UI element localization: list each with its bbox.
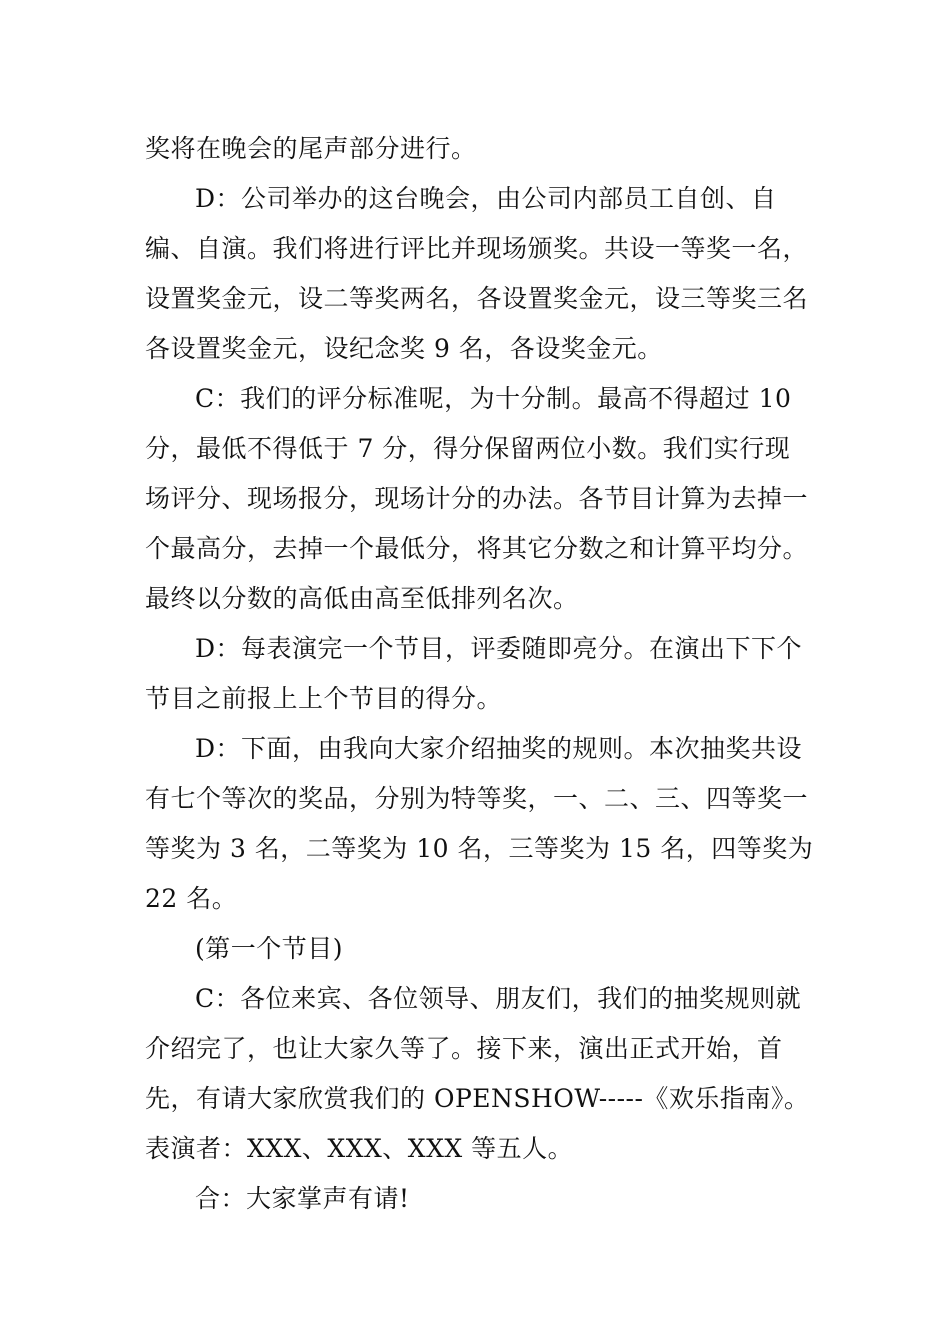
paragraph-applause: 合：大家掌声有请! <box>195 1184 410 1213</box>
paragraph-scoring: C：我们的评分标准呢，为十分制。最高不得超过 10 分，最低不得低于 7 分，得分保留两位小数。我们实行现场评分、现场报分，现场计分的办法。各节目计算为去掉一个最高分，去掉一个最低分，将其它分数之和计算平均分。最终以分数的高低由高至低排列名次。 <box>145 384 809 613</box>
paragraph-awards: D：公司举办的这台晚会，由公司内部员工自创、自编、自演。我们将进行评比并现场颁奖。共设一等奖一名，设置奖金元，设二等奖两名，各设置奖金元，设三等奖三名各设置奖金元，设纪念奖 9 名，各设奖金元。 <box>145 184 809 363</box>
paragraph-opening-show: C：各位来宾、各位领导、朋友们，我们的抽奖规则就介绍完了，也让大家久等了。接下来，演出正式开始，首先，有请大家欣赏我们的 OPENSHOW-----《欢乐指南》。表演者：XXX、XXX、XXX 等五人。 <box>145 984 810 1163</box>
paragraph-lottery-rules: D：下面，由我向大家介绍抽奖的规则。本次抽奖共设有七个等次的奖品，分别为特等奖，一、二、三、四等奖一等奖为 3 名，二等奖为 10 名，三等奖为 15 名，四等奖为 22 名。 <box>145 734 814 913</box>
document-body <box>145 124 815 1224</box>
paragraph-score-display: D：每表演完一个节目，评委随即亮分。在演出下下个节目之前报上上个节目的得分。 <box>145 634 803 713</box>
paragraph-first-program: (第一个节目) <box>195 934 344 963</box>
paragraph-continuation: 奖将在晚会的尾声部分进行。 <box>145 134 477 163</box>
